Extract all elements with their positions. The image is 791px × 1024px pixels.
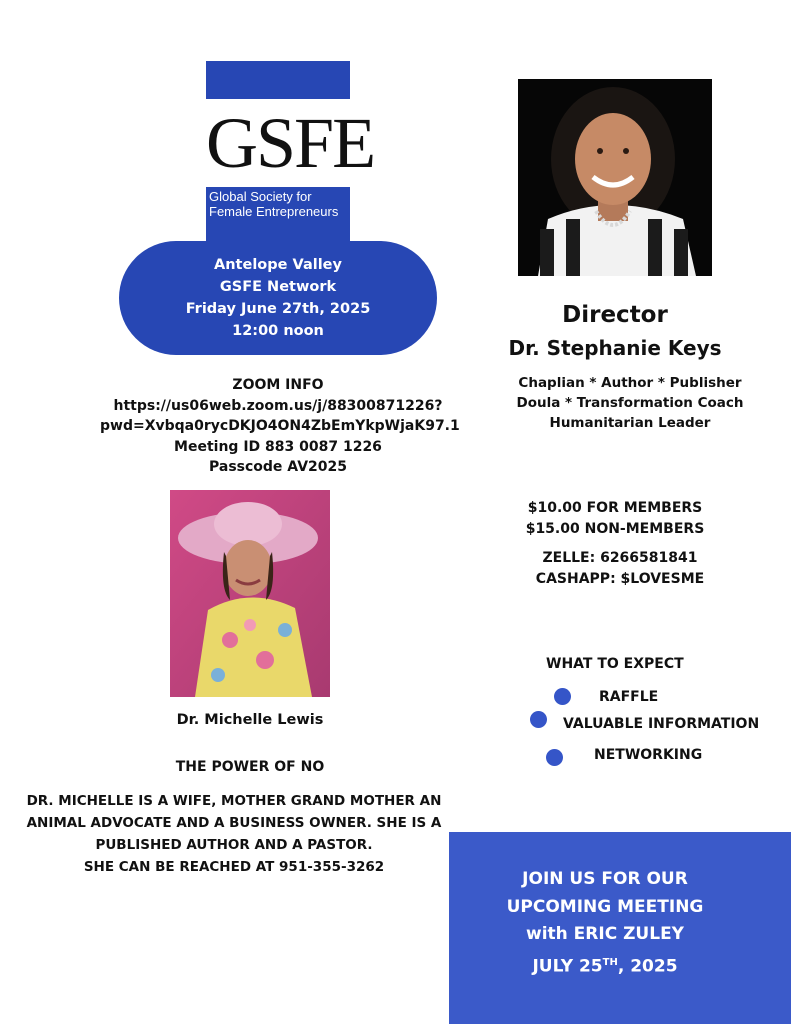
bullet-dot-icon xyxy=(554,688,571,705)
payment-zelle: ZELLE: 6266581841 xyxy=(542,550,698,566)
director-roles xyxy=(490,373,770,433)
upcoming-date xyxy=(490,949,720,981)
speaker-bio xyxy=(14,790,454,878)
director-roles-line2: Doula * Transformation Coach xyxy=(516,395,744,411)
expect-heading: WHAT TO EXPECT xyxy=(546,656,684,672)
upcoming-meeting-text xyxy=(490,866,720,981)
payment-cashapp: CASHAPP: $LOVESME xyxy=(535,570,705,587)
speaker-bio-line4: SHE CAN BE REACHED AT 951-355-3262 xyxy=(83,859,385,875)
speaker-name: Dr. Michelle Lewis xyxy=(176,712,324,728)
event-time: 12:00 noon xyxy=(232,323,324,339)
upcoming-date-prefix: JULY 25 xyxy=(532,956,603,977)
upcoming-date-sup: TH xyxy=(602,956,618,968)
event-date: Friday June 27th, 2025 xyxy=(185,301,371,317)
zoom-info xyxy=(100,375,460,478)
bullet-dot-icon xyxy=(530,711,547,728)
speaker-photo xyxy=(170,490,330,697)
event-network: GSFE Network xyxy=(219,279,337,295)
speaker-bio-line2: ANIMAL ADVOCATE AND A BUSINESS OWNER. SHE IS A xyxy=(26,815,442,831)
zoom-meeting-id: Meeting ID 883 0087 1226 xyxy=(174,438,382,455)
zoom-url-line1[interactable]: https://us06web.zoom.us/j/88300871226? xyxy=(113,397,443,414)
gsfe-logo xyxy=(206,61,375,219)
director-photo xyxy=(518,79,712,276)
expect-item-raffle: RAFFLE xyxy=(599,689,659,705)
logo-tagline-line2: Female Entrepreneurs xyxy=(209,204,339,219)
director-roles-line1: Chaplian * Author * Publisher xyxy=(518,375,742,391)
zoom-heading: ZOOM INFO xyxy=(232,377,324,393)
logo-top-bar xyxy=(206,61,350,99)
speaker-portrait-image xyxy=(170,490,330,697)
director-portrait-image xyxy=(518,79,712,276)
director-roles-line3: Humanitarian Leader xyxy=(549,415,711,431)
upcoming-line1: JOIN US FOR OUR xyxy=(522,869,688,889)
speaker-topic: THE POWER OF NO xyxy=(175,759,325,775)
event-pill xyxy=(119,241,437,355)
expect-item-networking: NETWORKING xyxy=(594,747,703,763)
price-members: $10.00 FOR MEMBERS xyxy=(527,500,703,516)
upcoming-line2: UPCOMING MEETING xyxy=(506,896,704,917)
speaker-bio-line1: DR. MICHELLE IS A WIFE, MOTHER GRAND MOTHER AN xyxy=(26,793,442,809)
upcoming-date-suffix: , 2025 xyxy=(617,956,678,977)
director-name: Dr. Stephanie Keys xyxy=(508,336,722,360)
zoom-url-line2[interactable]: pwd=Xvbqa0rycDKJO4ON4ZbEmYkpWjaK97.1 xyxy=(100,418,460,434)
pricing-block xyxy=(500,498,730,539)
event-location: Antelope Valley xyxy=(214,257,342,273)
speaker-bio-line3: PUBLISHED AUTHOR AND A PASTOR. xyxy=(95,837,373,853)
upcoming-line3: with ERIC ZULEY xyxy=(526,924,684,944)
payment-block xyxy=(500,548,740,589)
logo-wordmark: GSFE xyxy=(206,103,375,183)
bullet-dot-icon xyxy=(546,749,563,766)
director-title: Director xyxy=(562,302,668,328)
logo-tagline-line1: Global Society for xyxy=(209,189,312,204)
expect-item-information: VALUABLE INFORMATION xyxy=(563,716,760,732)
zoom-passcode: Passcode AV2025 xyxy=(209,459,347,475)
price-non-members: $15.00 NON-MEMBERS xyxy=(525,520,705,537)
